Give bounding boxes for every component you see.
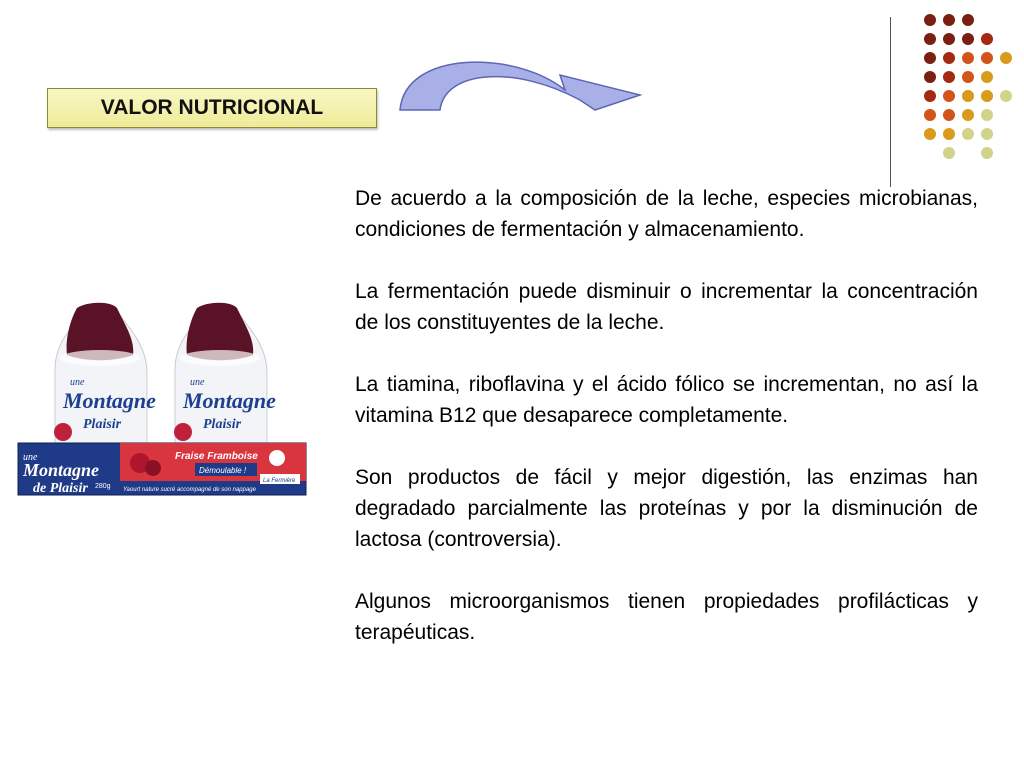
decor-dot <box>1000 90 1012 102</box>
decor-dot <box>924 90 936 102</box>
yogurt-bottle-right <box>174 303 276 445</box>
svg-text:Montagne: Montagne <box>63 388 156 413</box>
decor-dot <box>962 90 974 102</box>
decor-dot <box>943 71 955 83</box>
decor-dot <box>1000 52 1012 64</box>
decor-dot <box>981 90 993 102</box>
paragraph-2: La fermentación puede disminuir o incrementar la concentración de los constituyentes de la leche. <box>355 280 978 334</box>
decor-dot <box>924 33 936 45</box>
decor-dot <box>962 71 974 83</box>
yogurt-bottle-left <box>54 303 156 445</box>
svg-text:Montagne: Montagne <box>183 388 276 413</box>
decor-dot <box>943 33 955 45</box>
decor-dot <box>981 147 993 159</box>
decor-dot <box>924 109 936 121</box>
paragraph-4: Son productos de fácil y mejor digestión, las enzimas han degradado parcialmente las proteínas y por la disminución de lactosa (controversia). <box>355 466 978 551</box>
decor-dot <box>981 33 993 45</box>
decor-dot <box>981 52 993 64</box>
decor-dot <box>962 52 974 64</box>
svg-text:Plaisir: Plaisir <box>203 417 242 432</box>
svg-text:Démoulable !: Démoulable ! <box>199 466 247 475</box>
decor-dot <box>943 147 955 159</box>
slide-title: VALOR NUTRICIONAL <box>47 88 377 128</box>
yogurt-product-image <box>15 300 310 505</box>
decor-dot <box>924 14 936 26</box>
svg-text:une: une <box>190 377 205 388</box>
decor-divider <box>890 17 891 187</box>
decor-dot <box>943 14 955 26</box>
decor-dot <box>943 52 955 64</box>
decor-dot <box>943 90 955 102</box>
svg-text:280g: 280g <box>95 483 111 490</box>
paragraph-1: De acuerdo a la composición de la leche, especies microbianas, condiciones de fermentación y almacenamiento. <box>355 187 978 241</box>
curved-arrow-icon <box>395 55 645 115</box>
decor-dot <box>981 128 993 140</box>
decor-dot <box>943 128 955 140</box>
decor-dot <box>924 71 936 83</box>
decor-dot <box>981 109 993 121</box>
svg-text:Fraise Framboise: Fraise Framboise <box>175 451 258 462</box>
decor-dot <box>962 33 974 45</box>
decor-dot <box>981 71 993 83</box>
decor-dot <box>962 14 974 26</box>
svg-text:de Plaisir: de Plaisir <box>33 481 88 496</box>
decor-dot <box>924 128 936 140</box>
svg-text:une: une <box>70 377 85 388</box>
paragraph-3: La tiamina, riboflavina y el ácido fólico se incrementan, no así la vitamina B12 que desaparece completamente. <box>355 373 978 427</box>
decor-dot <box>962 109 974 121</box>
svg-text:La Fermière: La Fermière <box>263 478 296 484</box>
body-text <box>355 183 978 648</box>
paragraph-5: Algunos microorganismos tienen propiedades profilácticas y terapéuticas. <box>355 590 978 644</box>
svg-text:Plaisir: Plaisir <box>83 417 122 432</box>
decor-dot <box>924 52 936 64</box>
svg-text:une: une <box>23 452 38 463</box>
decor-dot <box>962 128 974 140</box>
yogurt-sleeve-band <box>18 443 306 496</box>
decor-dot <box>943 109 955 121</box>
dot-grid-decoration <box>905 14 1015 164</box>
svg-text:Montagne: Montagne <box>23 460 100 480</box>
svg-text:Yaourt nature sucré accompagné: Yaourt nature sucré accompagné de son nappage <box>123 487 256 493</box>
